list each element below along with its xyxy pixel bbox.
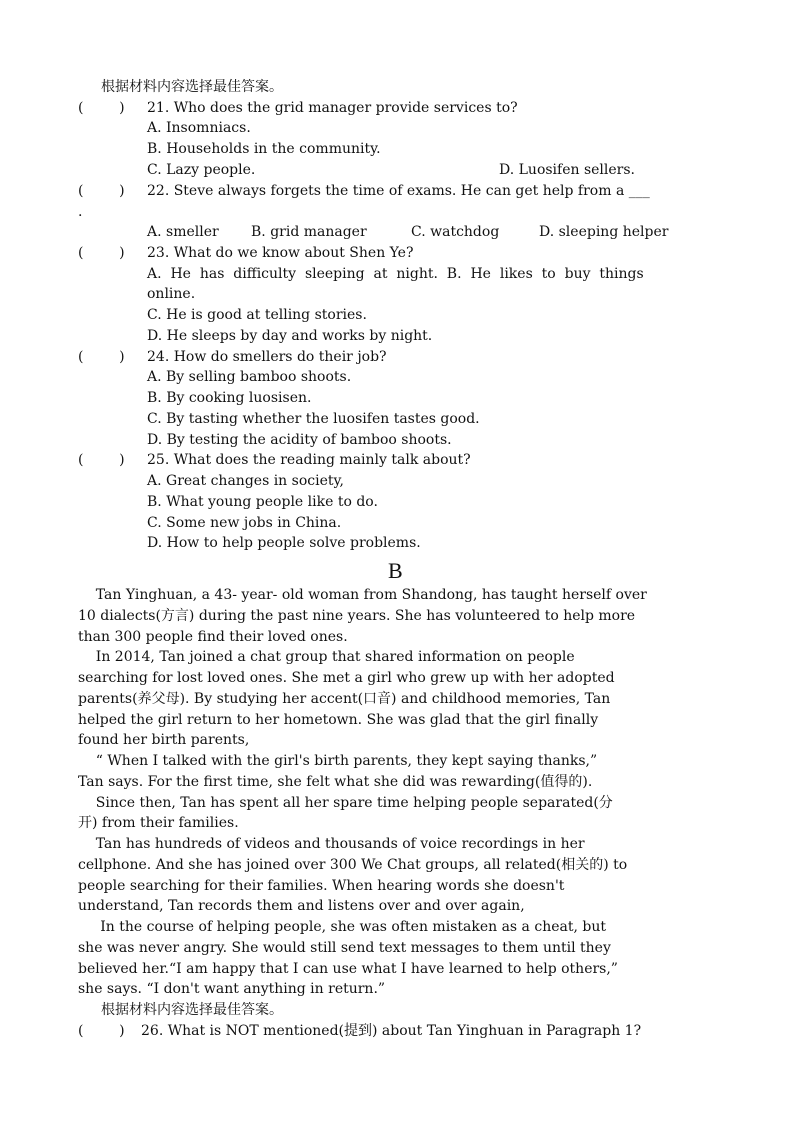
- passage-line: 10 dialects(方言) during the past nine years. She has volunteered to help more: [78, 608, 636, 624]
- passage-line: parents(养父母). By studying her accent(口音) and childhood memories, Tan: [78, 691, 611, 707]
- passage-line: 开) from their families.: [78, 815, 239, 831]
- answer-bracket-21[interactable]: ( ): [78, 100, 125, 116]
- passage-line: In 2014, Tan joined a chat group that shared information on people: [78, 649, 575, 665]
- answer-bracket-22[interactable]: ( ): [78, 183, 125, 199]
- option-24-c: C. By tasting whether the luosifen tastes good.: [147, 411, 480, 427]
- passage-line: she says. “I don't want anything in return.”: [78, 981, 386, 997]
- option-22-a: A. smeller: [147, 224, 219, 240]
- option-23-ab-cont: online.: [147, 286, 196, 302]
- option-24-a: A. By selling bamboo shoots.: [147, 369, 352, 385]
- option-21-c: C. Lazy people.: [147, 162, 256, 178]
- option-25-d: D. How to help people solve problems.: [147, 535, 421, 551]
- passage-line: she was never angry. She would still send text messages to them until they: [78, 940, 611, 956]
- option-23-ab: A. He has difficulty sleeping at night. B. He likes to buy things: [147, 266, 644, 282]
- instruction-b: 根据材料内容选择最佳答案。: [101, 1002, 283, 1018]
- option-25-c: C. Some new jobs in China.: [147, 515, 342, 531]
- option-23-d: D. He sleeps by day and works by night.: [147, 328, 433, 344]
- option-22-d: D. sleeping helper: [539, 224, 669, 240]
- answer-bracket-26[interactable]: ( ): [78, 1023, 125, 1039]
- passage-line: Since then, Tan has spent all her spare time helping people separated(分: [78, 795, 613, 811]
- passage-line: Tan has hundreds of videos and thousands of voice recordings in her: [78, 836, 585, 852]
- answer-bracket-24[interactable]: ( ): [78, 349, 125, 365]
- section-b-heading: B: [388, 558, 403, 583]
- option-21-b: B. Households in the community.: [147, 141, 381, 157]
- option-22-b: B. grid manager: [251, 224, 367, 240]
- option-22-c: C. watchdog: [411, 224, 500, 240]
- question-23-stem: 23. What do we know about Shen Ye?: [147, 245, 414, 261]
- option-21-a: A. Insomniacs.: [147, 120, 251, 136]
- passage-line: Tan says. For the first time, she felt what she did was rewarding(值得的).: [78, 774, 593, 790]
- option-25-a: A. Great changes in society,: [147, 473, 344, 489]
- answer-bracket-25[interactable]: ( ): [78, 452, 125, 468]
- passage-line: helped the girl return to her hometown. She was glad that the girl finally: [78, 712, 599, 728]
- instruction-a: 根据材料内容选择最佳答案。: [101, 79, 283, 95]
- question-25-stem: 25. What does the reading mainly talk about?: [147, 452, 471, 468]
- passage-line: understand, Tan records them and listens over and over again,: [78, 898, 525, 914]
- passage-line: In the course of helping people, she was often mistaken as a cheat, but: [78, 919, 606, 935]
- answer-bracket-23[interactable]: ( ): [78, 245, 125, 261]
- option-24-d: D. By testing the acidity of bamboo shoots.: [147, 432, 452, 448]
- question-22-stem-cont: .: [78, 204, 83, 220]
- option-24-b: B. By cooking luosisen.: [147, 390, 312, 406]
- question-21-stem: 21. Who does the grid manager provide services to?: [147, 100, 518, 116]
- passage-line: found her birth parents,: [78, 732, 250, 748]
- passage-line: “ When I talked with the girl's birth parents, they kept saying thanks,”: [78, 753, 598, 769]
- passage-line: cellphone. And she has joined over 300 We Chat groups, all related(相关的) to: [78, 857, 628, 873]
- question-26-stem: 26. What is NOT mentioned(提到) about Tan Yinghuan in Paragraph 1?: [141, 1023, 642, 1039]
- option-21-d: D. Luosifen sellers.: [499, 162, 636, 178]
- passage-line: Tan Yinghuan, a 43- year- old woman from Shandong, has taught herself over: [78, 587, 647, 603]
- passage-line: believed her.“I am happy that I can use what I have learned to help others,”: [78, 961, 618, 977]
- passage-line: than 300 people find their loved ones.: [78, 629, 348, 645]
- option-23-c: C. He is good at telling stories.: [147, 307, 367, 323]
- question-24-stem: 24. How do smellers do their job?: [147, 349, 387, 365]
- passage-line: searching for lost loved ones. She met a girl who grew up with her adopted: [78, 670, 615, 686]
- question-22-stem: 22. Steve always forgets the time of exams. He can get help from a ___: [147, 183, 650, 199]
- option-25-b: B. What young people like to do.: [147, 494, 378, 510]
- passage-line: people searching for their families. When hearing words she doesn't: [78, 878, 565, 894]
